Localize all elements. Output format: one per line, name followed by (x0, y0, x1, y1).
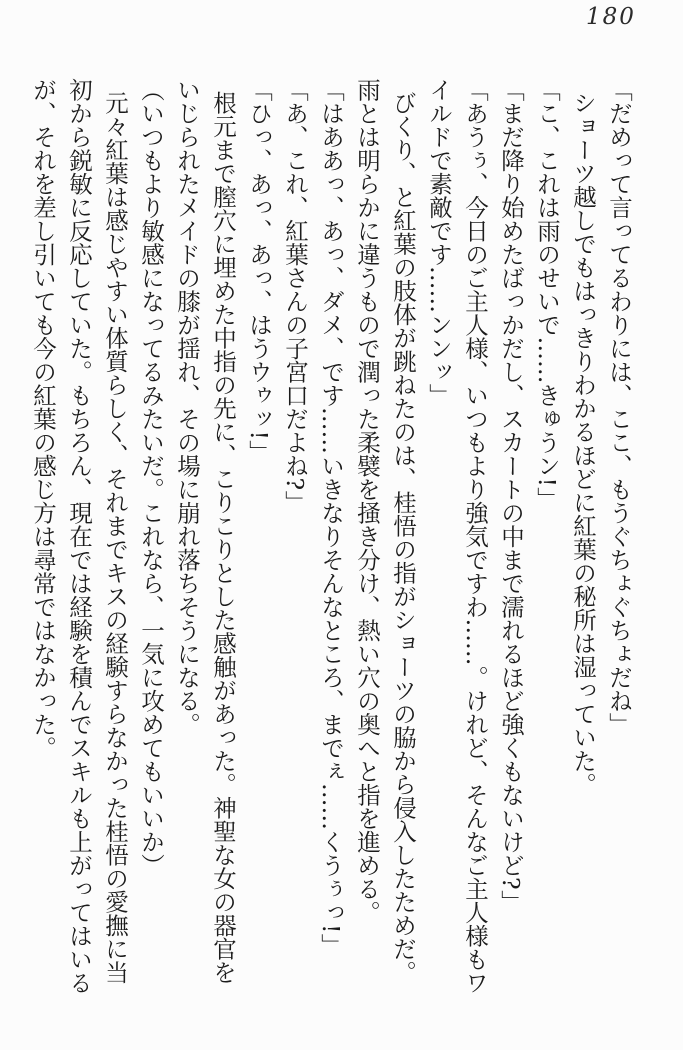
paragraph-dialogue: 「あうぅ、今日のご主人様、いつもより強気ですわ……。けれど、そんなご主人様もワイルドで素敵です……ンンッ」 (425, 78, 489, 995)
page-number: 180 (586, 4, 636, 30)
paragraph-thought: （いつもより敏感になってるみたいだ。これなら、一気に攻めてもいいか） (137, 78, 165, 877)
paragraph-dialogue: 「まだ降り始めたばっかだし、スカートの中まで濡れるほど強くもないけど?」 (497, 78, 525, 914)
paragraph-dialogue: 「あ、これ、紅葉さんの子宮口だよね?」 (281, 78, 309, 514)
paragraph-narrative: びくり、と紅葉の肢体が跳ねたのは、桂悟の指がショーツの脇から侵入したためだ。雨とは明らかに違うもので潤った柔襞を掻き分け、熱い穴の奥へと指を進める。 (353, 78, 417, 984)
paragraph-dialogue: 「だめって言ってるわりには、ここ、もうぐちょぐちょだね」 (605, 78, 633, 736)
paragraph-dialogue: 「こ、これは雨のせいで……きゅうン!」 (533, 78, 561, 511)
paragraph-narrative: ショーツ越しでもはっきりわかるほどに紅葉の秘所は湿っていた。 (569, 90, 597, 796)
paragraph-narrative: 元々紅葉は感じやすい体質らしく、それまでキスの経験すらなかった桂悟の愛撫に当初から鋭敏に反応していた。もちろん、現在では経験を積んでスキルも上がってはいるが、それを差し引いても今の紅葉の感じ方は尋常ではなかった。 (29, 78, 129, 995)
paragraph-dialogue: 「はああっ、あっ、ダメ、です……いきなりそんなところ、までぇ……くうぅっ!」 (317, 78, 345, 957)
paragraph-narrative: 根元まで膣穴に埋めた中指の先に、こりこりとした感触があった。神聖な女の器官をいじられたメイドの膝が揺れ、その場に崩れ落ちそうになる。 (173, 78, 237, 984)
paragraph-dialogue: 「ひっ、あっ、あっ、はうウゥッ!」 (245, 78, 273, 464)
body-text (25, 78, 637, 998)
